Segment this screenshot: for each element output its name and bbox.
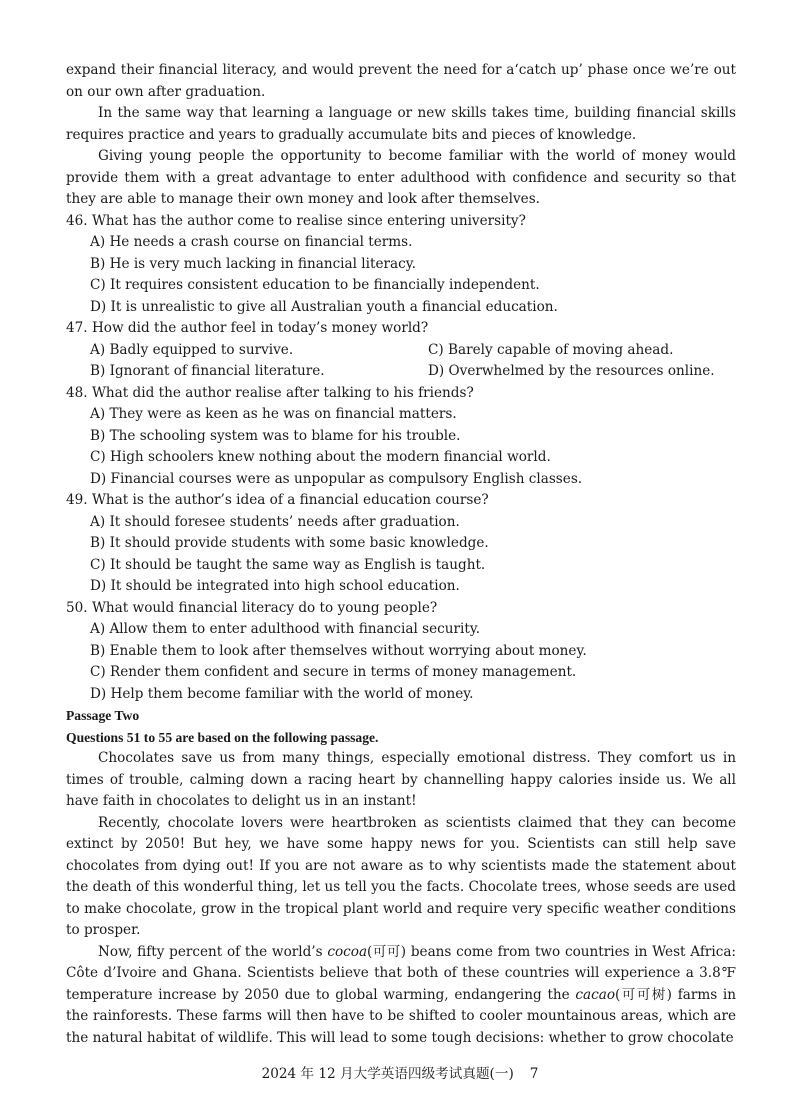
option-b: B) Enable them to look after themselves without worrying about money. — [90, 642, 587, 659]
option-d: D) Help them become familiar with the world of money. — [90, 685, 474, 702]
option-c: C) High schoolers knew nothing about the modern financial world. — [90, 449, 551, 465]
option-row — [90, 340, 736, 362]
text-run: (可可) beans come from two countries in West Africa: Côte d’Ivoire and Ghana. Scientists believe that both of these countries will experience a 3.8℉ temperature increase by 2050 due to global warming, endangering the — [66, 943, 736, 1003]
option-d: D) It should be integrated into high school education. — [90, 578, 460, 594]
option-row — [90, 361, 736, 383]
passage-heading: Passage Two — [66, 708, 140, 723]
question-stem: 50. What would financial literacy do to young people? — [66, 599, 438, 616]
question-stem: 49. What is the author’s idea of a financial education course? — [66, 492, 489, 508]
option-b: B) He is very much lacking in financial literacy. — [90, 255, 416, 272]
text-run: (可可树) farms in the rainforests. These farms will then have to be shifted to cooler mountainous areas, which are the natural habitat of wildlife. This will lead to some tough decisions: whether to grow chocolate — [66, 986, 736, 1046]
question-49 — [66, 490, 736, 598]
option-d: D) Overwhelmed by the resources online. — [428, 363, 715, 379]
page-footer — [0, 1062, 800, 1082]
option-c: C) Barely capable of moving ahead. — [428, 341, 674, 358]
passage-instructions: Questions 51 to 55 are based on the following passage. — [66, 729, 379, 745]
question-46 — [66, 211, 736, 319]
question-stem: 47. How did the author feel in today’s money world? — [66, 320, 429, 336]
text-run: Now, fifty percent of the world’s — [98, 943, 328, 960]
option-d: D) It is unrealistic to give all Australian youth a financial education. — [90, 298, 558, 315]
passage-paragraph: Giving young people the opportunity to become familiar with the world of money would provide them with a great advantage to enter adulthood with confidence and security so that they are able to manage their own money and look after themselves. — [66, 148, 736, 207]
option-d: D) Financial courses were as unpopular as compulsory English classes. — [90, 470, 583, 487]
exam-page — [66, 60, 736, 1049]
question-stem: 46. What has the author come to realise since entering university? — [66, 212, 526, 229]
option-b: B) The schooling system was to blame for his trouble. — [90, 427, 461, 444]
italic-term-cacao: cacao — [575, 986, 616, 1003]
question-stem: 48. What did the author realise after talking to his friends? — [66, 384, 474, 401]
question-48 — [66, 383, 736, 491]
question-47 — [66, 318, 736, 383]
option-c: C) It should be taught the same way as English is taught. — [90, 556, 486, 573]
option-a: A) It should foresee students’ needs after graduation. — [90, 513, 460, 530]
option-a: A) Badly equipped to survive. — [90, 341, 294, 358]
option-a: A) He needs a crash course on financial terms. — [90, 234, 413, 250]
passage-paragraph: Chocolates save us from many things, especially emotional distress. They comfort us in times of trouble, calming down a racing heart by channelling happy calories inside us. We all have faith in chocolates to delight us in an instant! — [66, 750, 736, 809]
passage-paragraph: expand their financial literacy, and would prevent the need for a‘catch up’ phase once we’re out on our own after graduation. — [66, 62, 736, 100]
italic-term-cocoa: cocoa — [327, 943, 368, 960]
question-50 — [66, 598, 736, 706]
footer-title: 2024 年 12 月大学英语四级考试真题(一) — [261, 1066, 514, 1082]
passage-paragraph: In the same way that learning a language or new skills takes time, building financial skills requires practice and years to gradually accumulate bits and pieces of knowledge. — [66, 105, 736, 143]
passage-paragraph: Recently, chocolate lovers were heartbroken as scientists claimed that they can become extinct by 2050! But hey, we have some happy news for you. Scientists can still help save chocolates from dying out! If you are not aware as to why scientists made the statement about the death of this wonderful thing, let us tell you the facts. Chocolate trees, whose seeds are used to make chocolate, grow in the tropical plant world and require very specific weather conditions to prosper. — [66, 814, 736, 938]
page-number: 7 — [529, 1066, 539, 1082]
option-c: C) Render them confident and secure in terms of money management. — [90, 664, 577, 680]
option-b: B) It should provide students with some basic knowledge. — [90, 535, 489, 551]
option-b: B) Ignorant of financial literature. — [90, 363, 325, 379]
option-a: A) Allow them to enter adulthood with financial security. — [90, 621, 481, 637]
option-a: A) They were as keen as he was on financial matters. — [90, 406, 457, 422]
passage-paragraph — [66, 942, 736, 1050]
option-c: C) It requires consistent education to be financially independent. — [90, 277, 540, 293]
